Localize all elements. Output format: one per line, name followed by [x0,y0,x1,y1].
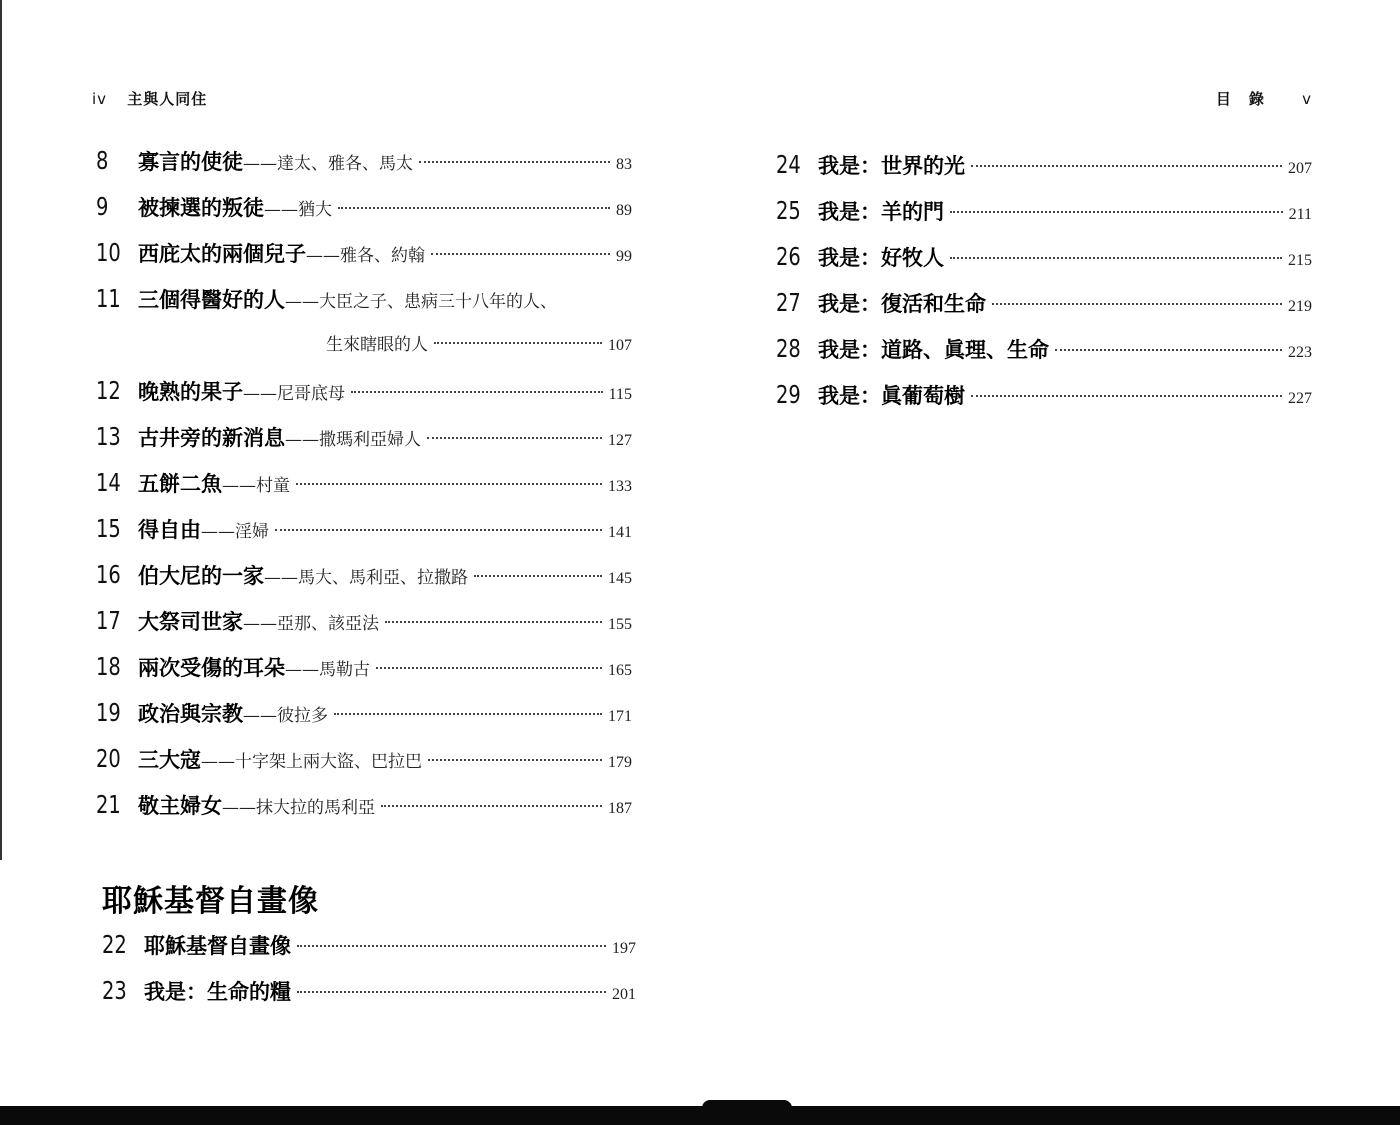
chapter-title: 五餅二魚 [138,472,222,496]
page-number: 179 [608,754,632,771]
chapter-title: 大祭司世家 [138,610,243,634]
right-running-title: 目錄 [1215,90,1282,108]
toc-entry[interactable] [96,790,632,830]
chapter-subtitle: ——十字架上兩大盜、巴拉巴 [201,752,422,772]
page-number: 211 [1288,206,1312,223]
chapter-number: 20 [96,744,121,773]
page-number: 165 [608,662,632,679]
section-heading: 耶穌基督自畫像 [102,884,319,919]
chapter-title: 被揀選的叛徒 [138,196,264,220]
chapter-title: 我是：道路、眞理、生命 [818,338,1049,362]
left-running-header [92,88,207,109]
dot-leader [297,991,606,993]
chapter-number: 22 [102,930,127,959]
dot-leader [1055,349,1282,351]
page-number: 127 [608,432,632,449]
chapter-title: 我是：世界的光 [818,154,965,178]
toc-entry[interactable] [96,514,632,554]
toc-entry[interactable] [776,334,1312,374]
page-number: 133 [608,478,632,495]
chapter-number: 23 [102,976,127,1005]
toc-entry[interactable] [96,376,632,416]
toc-entry[interactable] [96,192,632,232]
chapter-title: 三大寇 [138,748,201,772]
chapter-number: 12 [96,376,121,405]
chapter-subtitle: ——抹大拉的馬利亞 [222,798,375,818]
chapter-number: 15 [96,514,121,543]
chapter-number: 10 [96,238,121,267]
page-number: 107 [608,337,632,354]
dot-leader [950,211,1283,213]
chapter-title: 我是：眞葡萄樹 [818,384,965,408]
page-number: 89 [616,202,632,219]
toc-entry[interactable] [96,238,632,278]
chapter-number: 24 [776,150,801,179]
chapter-number: 16 [96,560,121,589]
chapter-subtitle: ——亞那、該亞法 [243,614,379,634]
toc-entry[interactable] [96,422,632,462]
scan-edge-notch [702,1100,792,1108]
chapter-title: 得自由 [138,518,201,542]
page-number: 141 [608,524,632,541]
toc-entry[interactable] [776,380,1312,420]
chapter-number: 21 [96,790,121,819]
chapter-number: 8 [96,146,109,175]
toc-entry[interactable] [96,284,632,324]
chapter-subtitle: ——馬勒古 [285,660,370,680]
chapter-number: 19 [96,698,121,727]
chapter-subtitle: ——彼拉多 [243,706,328,726]
dot-leader [419,161,610,163]
chapter-title: 西庇太的兩個兒子 [138,242,306,266]
page-number: 187 [608,800,632,817]
chapter-subtitle: ——達太、雅各、馬太 [243,154,413,174]
chapter-title: 三個得醫好的人 [138,288,285,312]
chapter-number: 17 [96,606,121,635]
toc-entry[interactable] [102,976,636,1016]
dot-leader [385,621,602,623]
chapter-title: 我是：復活和生命 [818,292,986,316]
left-running-title: 主與人同住 [127,90,208,108]
page-number: 215 [1288,252,1312,269]
chapter-number: 18 [96,652,121,681]
dot-leader [376,667,602,669]
dot-leader [971,165,1282,167]
chapter-number: 11 [96,284,121,313]
toc-entry[interactable] [776,150,1312,190]
dot-leader [474,575,602,577]
dot-leader [971,395,1282,397]
toc-entry[interactable] [776,242,1312,282]
dot-leader [275,529,602,531]
toc-entry[interactable] [96,652,632,692]
chapter-number: 9 [96,192,109,221]
chapter-number: 14 [96,468,121,497]
toc-entry[interactable] [102,930,636,970]
toc-entry-continuation[interactable] [326,330,632,355]
chapter-subtitle: ——雅各、約翰 [306,246,425,266]
toc-entry[interactable] [96,744,632,784]
toc-entry[interactable] [96,606,632,646]
chapter-title: 耶穌基督自畫像 [144,934,291,958]
page-number: 171 [608,708,632,725]
page-number: 99 [616,248,632,265]
toc-entry[interactable] [96,698,632,738]
chapter-number: 13 [96,422,121,451]
page-number: 223 [1288,344,1312,361]
page-number: 145 [608,570,632,587]
dot-leader [427,437,602,439]
chapter-subtitle: ——村童 [222,476,290,496]
page-number: 219 [1288,298,1312,315]
right-running-header [1216,88,1312,109]
page-number: 201 [612,986,636,1003]
chapter-subtitle: ——馬大、馬利亞、拉撒路 [264,568,468,588]
chapter-subtitle: ——尼哥底母 [243,384,345,404]
chapter-title: 晚熟的果子 [138,380,243,404]
toc-entry[interactable] [776,196,1312,236]
toc-entry[interactable] [96,146,632,186]
chapter-subtitle: ——淫婦 [201,522,269,542]
chapter-subtitle: ——撒瑪利亞婦人 [285,430,421,450]
scan-bottom-edge [0,1106,1400,1125]
chapter-title: 政治與宗教 [138,702,243,726]
binding-edge [0,0,2,860]
left-folio: iv [92,90,108,108]
dot-leader [434,342,602,344]
page-number: 207 [1288,160,1312,177]
chapter-title: 敬主婦女 [138,794,222,818]
dot-leader [296,483,602,485]
dot-leader [950,257,1282,259]
chapter-subtitle: ——猶大 [264,200,332,220]
dot-leader [338,207,610,209]
chapter-subtitle-continuation: 生來瞎眼的人 [326,335,428,355]
dot-leader [297,945,606,947]
chapter-subtitle: ——大臣之子、患病三十八年的人、 [285,292,557,312]
toc-entry[interactable] [96,560,632,600]
page-number: 83 [616,156,632,173]
chapter-number: 27 [776,288,801,317]
chapter-title: 伯大尼的一家 [138,564,264,588]
chapter-title: 我是：生命的糧 [144,980,291,1004]
dot-leader [381,805,602,807]
toc-entry[interactable] [96,468,632,508]
page-number: 115 [608,386,632,403]
chapter-number: 25 [776,196,801,225]
chapter-title: 我是：好牧人 [818,246,944,270]
chapter-title: 寡言的使徒 [138,150,243,174]
chapter-number: 26 [776,242,801,271]
page-number: 155 [608,616,632,633]
chapter-title: 古井旁的新消息 [138,426,285,450]
chapter-number: 28 [776,334,801,363]
chapter-number: 29 [776,380,801,409]
dot-leader [428,759,602,761]
chapter-title: 兩次受傷的耳朵 [138,656,285,680]
chapter-title: 我是：羊的門 [818,200,944,224]
page-number: 227 [1288,390,1312,407]
left-page [0,0,700,1100]
right-folio: v [1302,90,1312,108]
page-number: 197 [612,940,636,957]
toc-entry[interactable] [776,288,1312,328]
dot-leader [351,391,603,393]
dot-leader [334,713,602,715]
dot-leader [431,253,610,255]
dot-leader [992,303,1282,305]
